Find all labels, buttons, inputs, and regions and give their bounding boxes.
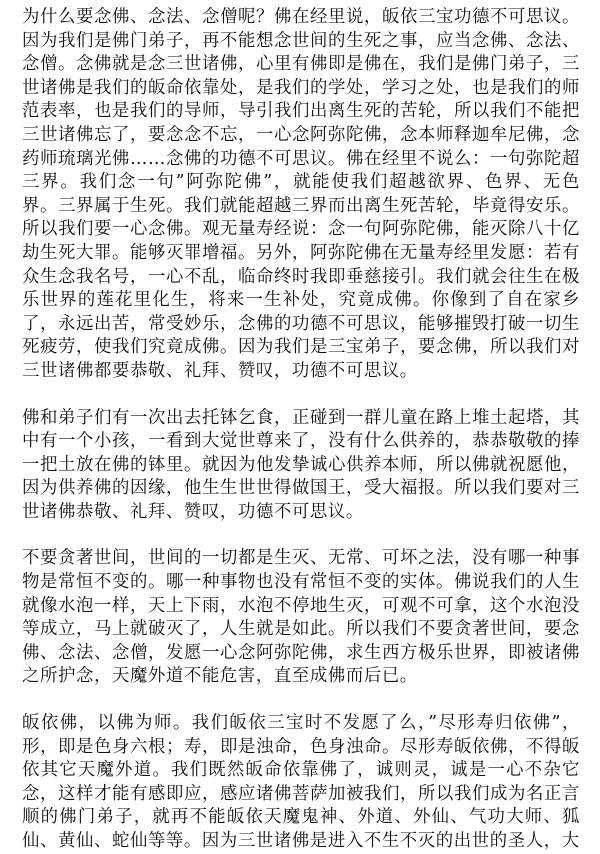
paragraph-3: 不要贪著世间，世间的一切都是生灭、无常、可坏之法，没有哪一种事物是常恒不变的。哪一种事物也没有常恒不变的实体。佛说我们的人生就像水泡一样，天上下雨，水泡不停地生灭，可观不可拿，这个水泡没等成立，马上就破灭了，人生就是如此。所以我们不要贪著世间，要念佛、念法、念僧，发愿一心念阿弥陀佛，求生西方极乐世界，即被诸佛之所护念，天魔外道不能危害，直至成佛而后已。 (22, 548, 580, 687)
document-page (22, 6, 580, 854)
paragraph-4: 皈依佛，以佛为师。我们皈依三宝时不发愿了么，”尽形寿归依佛”，形，即是色身六根；寿，即是浊命，色身浊命。尽形寿皈依佛，不得皈依其它天魔外道。我们既然皈命依靠佛了，诚则灵，诚是一心不杂它念，这样才能有感即应，感应诸佛菩萨加被我们，所以我们成为名正言顺的佛门弟子，就再不能皈依天魔鬼神、外道、外仙、气功大师、狐仙、黄仙、蛇仙等等。因为三世诸佛是进入不生不灭的出世的圣人，大 (22, 713, 580, 851)
paragraph-2: 佛和弟子们有一次出去托钵乞食，正碰到一群儿童在路上堆土起塔，其中有一个小孩，一看到大觉世尊来了，没有什么供养的，恭恭敬敬的捧一把土放在佛的钵里。就因为他发挚诚心供养本师，所以佛就祝愿他，因为供养佛的因缘，他生生世世得做国王，受大福报。所以我们要对三世诸佛恭敬、礼拜、赞叹，功德不可思议。 (22, 407, 580, 522)
paragraph-1: 为什么要念佛、念法、念僧呢？佛在经里说，皈依三宝功德不可思议。因为我们是佛门弟子，再不能想念世间的生死之事，应当念佛、念法、念僧。念佛就是念三世诸佛，心里有佛即是佛在，我们是佛门弟子，三世诸佛是我们的皈命依靠处，是我们的学处，学习之处，也是我们的师范表率，也是我们的导师，导引我们出离生死的苦轮，所以我们不能把三世诸佛忘了，要念念不忘，一心念阿弥陀佛，念本师释迦牟尼佛，念药师琉璃光佛……念佛的功德不可思议。佛在经里不说么：一句弥陀超三界。我们念一句”阿弥陀佛”，就能使我们超越欲界、色界、无色界。三界属于生死。我们就能超越三界而出离生死苦轮，毕竟得安乐。所以我们要一心念佛。观无量寿经说：念一句阿弥陀佛，能灭除八十亿劫生死大罪。能够灭罪增福。另外，阿弥陀佛在无量寿经里发愿：若有众生念我名号，一心不乱，临命终时我即垂慈接引。我们就会往生在极乐世界的莲花里化生，将来一生补处，究竟成佛。你像到了自在家乡了，永远出苦，常受妙乐，念佛的功德不可思议，能够摧毁打破一切生死疲劳，使我们究竟成佛。因为我们是三宝弟子，要念佛，所以我们对三世诸佛都要恭敬、礼拜、赞叹，功德不可思议。 (22, 7, 580, 381)
